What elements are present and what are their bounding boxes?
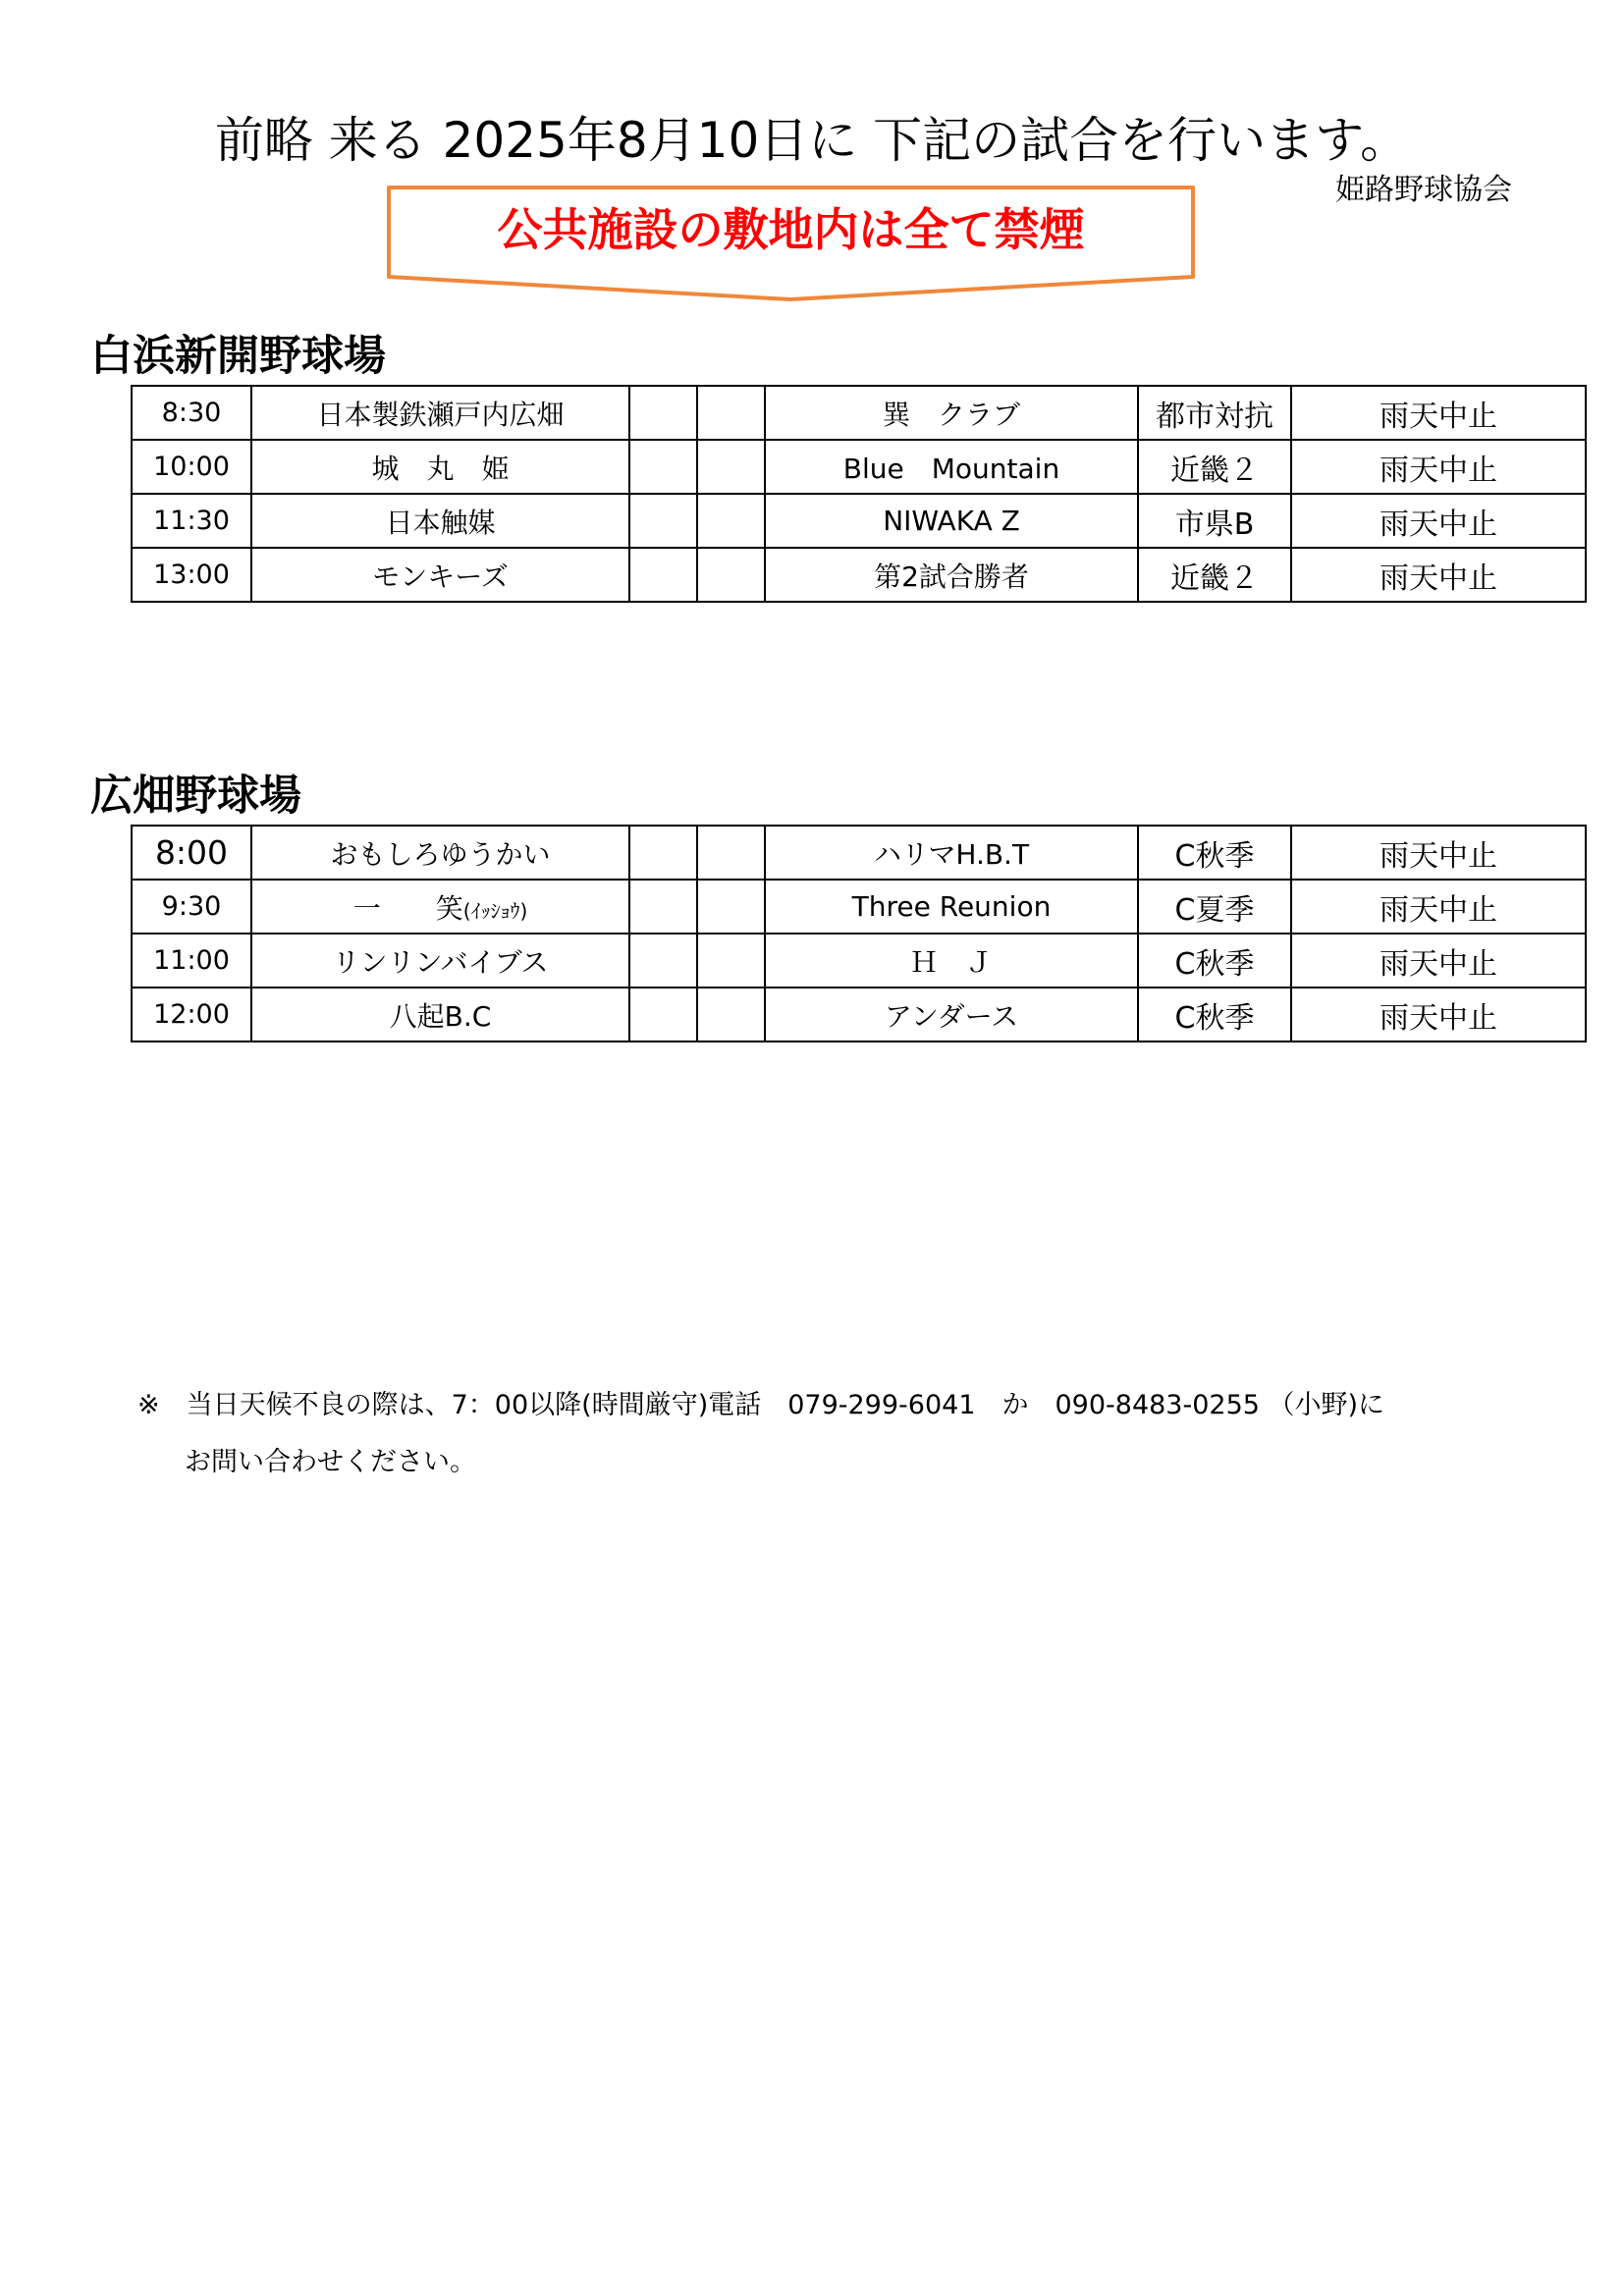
score-home [629,548,697,602]
team-home: 日本製鉄瀬戸内広畑 [251,386,629,440]
team-away: Blue Mountain [765,440,1138,494]
league-name: 市県B [1138,494,1291,548]
no-smoking-banner [386,185,1196,302]
league-name: C秋季 [1138,934,1291,988]
team-away: NIWAKA Z [765,494,1138,548]
team-away: アンダース [765,988,1138,1041]
team-home: リンリンバイブス [251,934,629,988]
table-row [132,988,1586,1041]
team-away: Three Reunion [765,880,1138,934]
game-result: 雨天中止 [1291,880,1586,934]
table-row [132,934,1586,988]
league-name: 近畿２ [1138,548,1291,602]
score-home [629,988,697,1041]
table-row [132,440,1586,494]
score-away [697,440,765,494]
score-away [697,934,765,988]
game-result: 雨天中止 [1291,548,1586,602]
weather-contact-note: ※ 当日天候不良の際は、7：00以降(時間厳守)電話 079-299-6041 か 090-8483-0255 （小野)に [137,1390,1385,1420]
score-home [629,880,697,934]
score-home [629,386,697,440]
schedule-table-shirahama [131,385,1587,603]
weather-contact-note-cont: お問い合わせください。 [185,1447,476,1477]
team-home: モンキーズ [251,548,629,602]
venue-title-shirahama: 白浜新開野球場 [90,332,386,381]
venue-title-hirohata: 広畑野球場 [90,772,301,821]
team-home: 八起B.C [251,988,629,1041]
table-row [132,548,1586,602]
league-name: C夏季 [1138,880,1291,934]
game-time: 11:30 [132,494,251,548]
team-away: 第2試合勝者 [765,548,1138,602]
league-name: 都市対抗 [1138,386,1291,440]
score-home [629,440,697,494]
league-name: C秋季 [1138,988,1291,1041]
score-away [697,826,765,880]
game-result: 雨天中止 [1291,494,1586,548]
game-time: 12:00 [132,988,251,1041]
score-home [629,494,697,548]
team-away: Ｈ Ｊ [765,934,1138,988]
game-time: 13:00 [132,548,251,602]
score-away [697,988,765,1041]
score-away [697,386,765,440]
table-row [132,880,1586,934]
team-home-cell [251,880,629,934]
schedule-table-hirohata [131,825,1587,1042]
team-home: 城 丸 姫 [251,440,629,494]
score-home [629,826,697,880]
league-name: C秋季 [1138,826,1291,880]
game-time: 8:30 [132,386,251,440]
game-result: 雨天中止 [1291,988,1586,1041]
score-away [697,494,765,548]
table-row [132,826,1586,880]
team-away: ハリマH.B.T [765,826,1138,880]
game-result: 雨天中止 [1291,826,1586,880]
team-away: 巽 クラブ [765,386,1138,440]
page-title: 前略 来る 2025年8月10日に 下記の試合を行います。 [214,112,1410,169]
team-home: 日本触媒 [251,494,629,548]
game-time: 9:30 [132,880,251,934]
league-name: 近畿２ [1138,440,1291,494]
team-home: 一 笑 [352,891,463,925]
game-result: 雨天中止 [1291,440,1586,494]
game-time: 8:00 [132,826,251,880]
no-smoking-notice: 公共施設の敷地内は全て禁煙 [497,203,1085,256]
organization-name: 姫路野球協会 [1335,173,1512,207]
score-home [629,934,697,988]
game-time: 10:00 [132,440,251,494]
team-home: おもしろゆうかい [251,826,629,880]
game-time: 11:00 [132,934,251,988]
score-away [697,880,765,934]
table-row [132,386,1586,440]
game-result: 雨天中止 [1291,386,1586,440]
score-away [697,548,765,602]
team-home-reading: (ｲｯｼｮｳ) [462,898,528,923]
game-result: 雨天中止 [1291,934,1586,988]
table-row [132,494,1586,548]
